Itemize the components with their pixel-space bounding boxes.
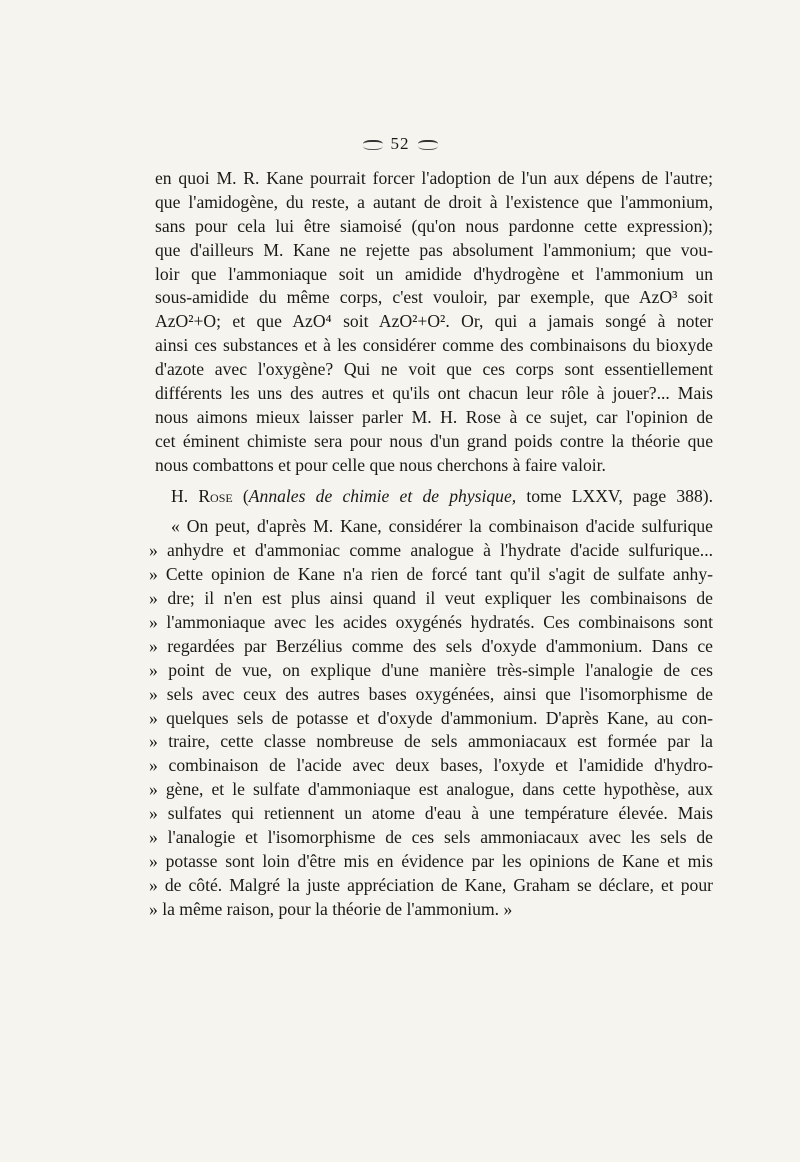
text-line: d'azote avec l'oxygène? Qui ne voit que ces corps sont essentiellement [155,359,713,380]
text-line: cet éminent chimiste sera pour nous d'un grand poids contre la théorie que [155,430,713,451]
quote-line: » Cette opinion de Kane n'a rien de forcé tant qu'il s'agit de sulfate anhy- [149,564,713,585]
citation-reference: tome LXXV, page 388). [526,485,714,506]
quote-line: » potasse sont loin d'être mis en évidence par les opinions de Kane et mis [149,850,713,871]
left-ornament-icon [363,140,383,150]
quote-line: » sulfates qui retiennent un atome d'eau à une température élevée. Mais [149,803,713,824]
quote-line: » regardées par Berzélius comme des sels d'oxyde d'ammonium. Dans ce [149,635,713,656]
paragraph-1 [155,167,713,478]
citation-open-paren: ( [242,485,249,506]
citation-author-name: Rose [198,485,233,506]
text-line: différents les uns des autres et qu'ils ont chacun leur rôle à jouer?... Mais [155,383,713,404]
citation-line [155,485,713,509]
quote-line: » anhydre et d'ammoniac comme analogue à l'hydrate d'acide sulfurique... [149,540,713,561]
quote-line: » la même raison, pour la théorie de l'ammonium. » [149,898,513,919]
text-line: en quoi M. R. Kane pourrait forcer l'adoption de l'un aux dépens de l'autre; [155,168,713,188]
quote-line: » l'analogie et l'isomorphisme de ces sels ammoniacaux avec les sels de [149,827,713,848]
text-line: nous combattons et pour celle que nous cherchons à faire valoir. [155,454,606,475]
quote-line: » traire, cette classe nombreuse de sels ammoniacaux est formée par la [149,731,713,752]
page-body [149,167,714,922]
quote-line: » point de vue, on explique d'une manière très-simple l'analogie de ces [149,659,713,680]
quote-line: » dre; il n'en est plus ainsi quand il veut expliquer les combinaisons de [149,588,713,609]
page-number: 52 [390,134,410,153]
quote-line: » combinaison de l'acide avec deux bases, l'oxyde et l'amidide d'hydro- [149,755,713,776]
text-line: nous aimons mieux laisser parler M. H. Rose à ce sujet, car l'opinion de [155,406,713,427]
text-line: que l'amidogène, du reste, a autant de droit à l'existence que l'ammonium, [155,191,713,212]
citation-author-initial: H. [171,485,189,506]
quotation-block [149,515,713,921]
text-line: loir que l'ammoniaque soit un amidide d'hydrogène et l'ammonium un [155,263,713,284]
quote-line: « On peut, d'après M. Kane, considérer la combinaison d'acide sulfurique [171,516,713,537]
text-line: sous-amidide du même corps, c'est vouloir, par exemple, que AzO³ soit [155,287,713,308]
text-line: AzO²+O; et que AzO⁴ soit AzO²+O². Or, qui a jamais songé à noter [155,311,713,332]
text-line: ainsi ces substances et à les considérer comme des combinaisons du bioxyde [155,335,713,356]
quote-line: » sels avec ceux des autres bases oxygénées, ainsi que l'isomorphisme de [149,683,713,704]
quote-line: » quelques sels de potasse et d'oxyde d'ammonium. D'après Kane, au con- [149,707,713,728]
quote-line: » de côté. Malgré la juste appréciation de Kane, Graham se déclare, et pour [149,874,713,895]
text-line: sans pour cela lui être siamoisé (qu'on nous pardonne cette expression); [155,215,713,236]
quote-line: » l'ammoniaque avec les acides oxygénés hydratés. Ces combinaisons sont [149,612,713,633]
page-header [0,134,800,154]
text-line: que d'ailleurs M. Kane ne rejette pas absolument l'ammonium; que vou- [155,239,713,260]
quote-line: » gène, et le sulfate d'ammoniaque est analogue, dans cette hypothèse, aux [149,779,713,800]
citation-journal: Annales de chimie et de physique, [248,485,517,506]
right-ornament-icon [418,140,438,150]
